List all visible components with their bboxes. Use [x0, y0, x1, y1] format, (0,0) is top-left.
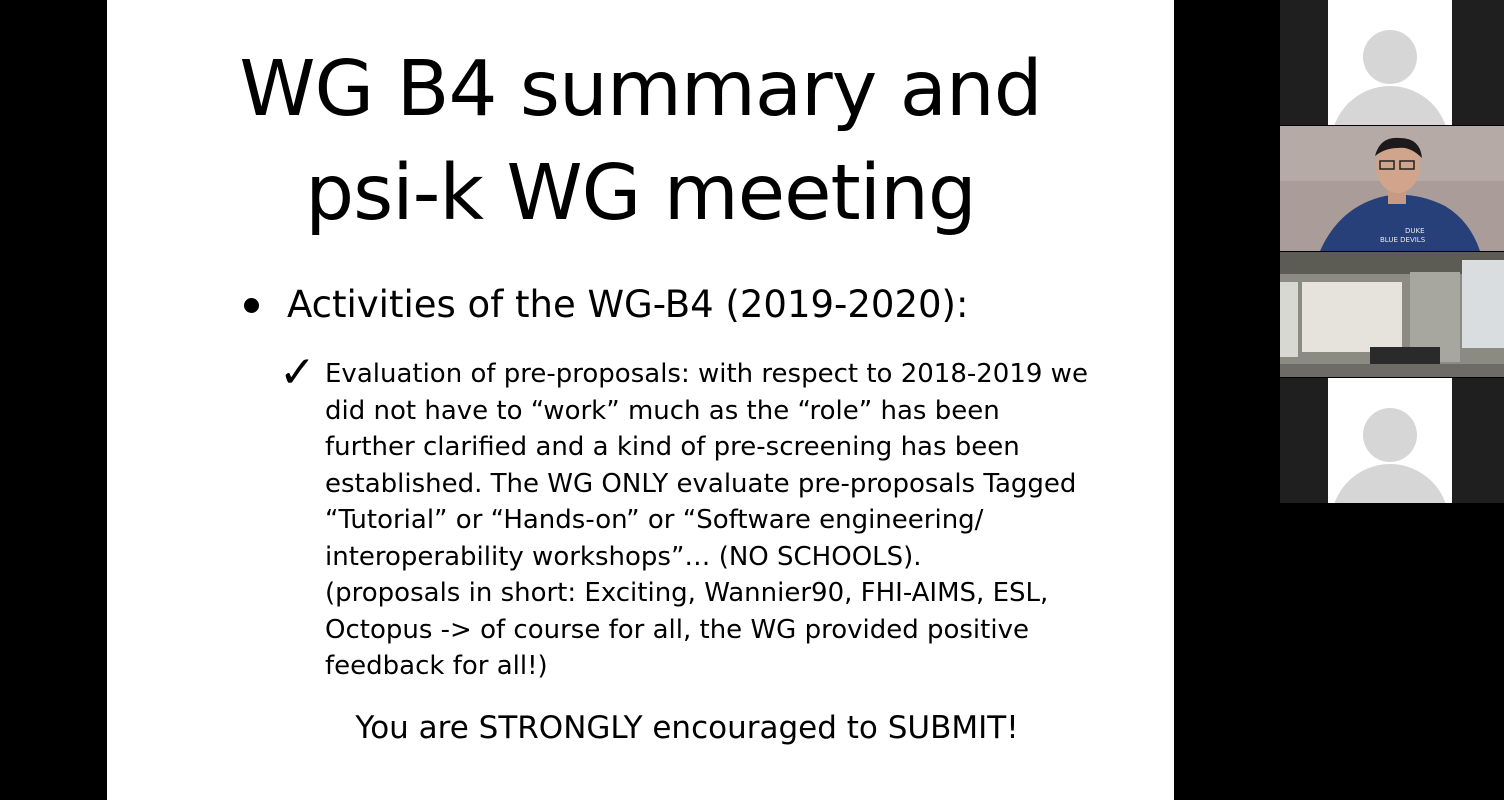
- paragraph-line: Octopus -> of course for all, the WG provided positive: [325, 614, 1029, 645]
- evaluation-paragraph: [325, 356, 1095, 685]
- paragraph-line: interoperability workshops”… (NO SCHOOLS).: [325, 541, 922, 572]
- slide-title-line-1: WG B4 summary and: [239, 45, 1042, 134]
- whiteboard: [1302, 282, 1402, 352]
- slide-title: [107, 38, 1174, 246]
- screen: [1462, 260, 1504, 348]
- paragraph-line: (proposals in short: Exciting, Wannier90, FHI-AIMS, ESL,: [325, 578, 1049, 608]
- user-avatar-icon: [1328, 0, 1452, 125]
- paragraph-line: feedback for all!): [325, 651, 548, 681]
- paragraph-line: further clarified and a kind of pre-screening has been: [325, 432, 1020, 462]
- bullet-item: [244, 280, 968, 330]
- participant-tile-1[interactable]: [1280, 0, 1504, 125]
- avatar-head: [1363, 30, 1417, 84]
- avatar-head: [1363, 408, 1417, 462]
- shirt-text-1: DUKE: [1405, 227, 1425, 235]
- participant-tile-4[interactable]: [1280, 378, 1504, 503]
- bullet-text: Activities of the WG-B4 (2019-2020):: [287, 283, 969, 326]
- avatar-body: [1331, 86, 1449, 125]
- paragraph-line: established. The WG ONLY evaluate pre-proposals Tagged: [325, 468, 1077, 499]
- participant-tile-2[interactable]: [1280, 126, 1504, 251]
- participant-video: [1280, 126, 1504, 251]
- paragraph-line: did not have to “work” much as the “role” has been: [325, 395, 1000, 426]
- checkmark-icon: ✓: [279, 347, 316, 398]
- bullet-dot-icon: [244, 298, 259, 313]
- shirt-text-2: BLUE DEVILS: [1380, 236, 1426, 244]
- closing-statement: You are STRONGLY encouraged to SUBMIT!: [355, 710, 1019, 746]
- paragraph-line: “Tutorial” or “Hands-on” or “Software engineering/: [325, 505, 984, 535]
- avatar-body: [1331, 464, 1449, 503]
- slide-title-line-2: psi-k WG meeting: [305, 149, 976, 238]
- room-video: [1280, 252, 1504, 377]
- user-avatar-icon: [1328, 378, 1452, 503]
- participant-tile-3[interactable]: [1280, 252, 1504, 377]
- paragraph-line: Evaluation of pre-proposals: with respect to 2018-2019 we: [325, 359, 1088, 389]
- shared-slide: [107, 0, 1174, 800]
